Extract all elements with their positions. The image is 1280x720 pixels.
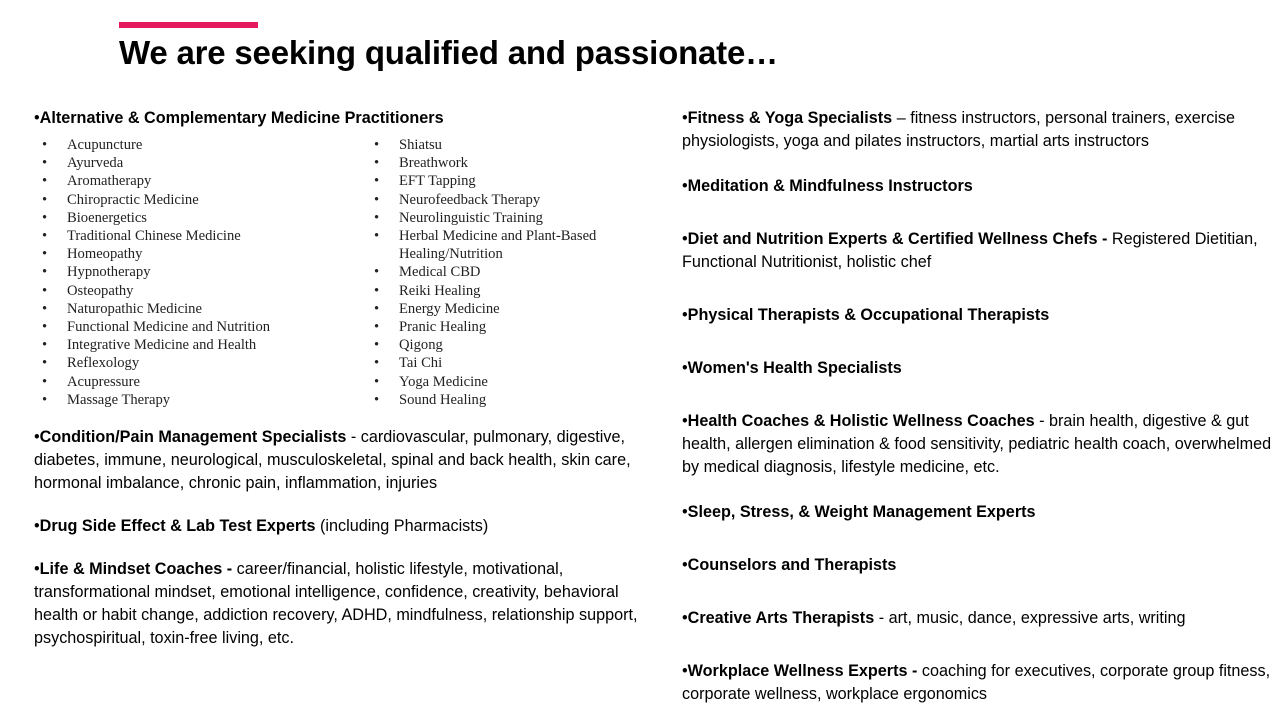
modality-item: • Traditional Chinese Medicine <box>42 227 374 245</box>
item-desc: (including Pharmacists) <box>315 517 489 536</box>
modality-item: • Qigong <box>374 336 614 354</box>
modality-item: • Massage Therapy <box>42 391 374 409</box>
modality-item: • Shiatsu <box>374 136 614 154</box>
alt-med-heading: •Alternative & Complementary Medicine Practitioners <box>34 109 444 127</box>
item-desc: - brain health, digestive & gut health, allergen elimination & food sensitivity, pediatric health coach, overwhelmed by medical diagnosis, lifestyle medicine, etc. <box>682 412 1272 476</box>
modality-item: • Bioenergetics <box>42 209 374 227</box>
item-desc: Registered Dietitian, Functional Nutritionist, holistic chef <box>682 230 1258 271</box>
modalities-list-a <box>42 136 374 409</box>
item-desc: – fitness instructors, personal trainers, exercise physiologists, yoga and pilates instructors, martial arts instructors <box>682 109 1235 150</box>
item-heading: Counselors and Therapists <box>687 556 897 574</box>
item-heading: Creative Arts Therapists <box>687 609 875 627</box>
modality-item: • Ayurveda <box>42 154 374 172</box>
sleep-stress-item: •Sleep, Stress, & Weight Management Experts <box>682 503 1036 521</box>
modality-item: • Tai Chi <box>374 354 614 372</box>
modality-item: • Chiropractic Medicine <box>42 191 374 209</box>
modality-item: • Sound Healing <box>374 391 614 409</box>
modalities-list-b <box>374 136 614 409</box>
creative-arts-item: •Creative Arts Therapists - art, music, dance, expressive arts, writing <box>682 609 1186 627</box>
condition-pain-item: •Condition/Pain Management Specialists - cardiovascular, pulmonary, digestive, diabetes, immune, neurological, musculoskeletal, spinal and back health, skin care, hormonal imbalance, chronic pain, inflammation, injuries <box>34 428 631 493</box>
physical-therapists-item: •Physical Therapists & Occupational Therapists <box>682 306 1050 324</box>
modality-item: • Reiki Healing <box>374 282 614 300</box>
modality-item: • Pranic Healing <box>374 318 614 336</box>
right-column <box>682 107 1272 706</box>
womens-health-item: •Women's Health Specialists <box>682 359 902 377</box>
workplace-wellness-item: •Workplace Wellness Experts - coaching for executives, corporate group fitness, corporate wellness, workplace ergonomics <box>682 662 1271 703</box>
modality-item: • Osteopathy <box>42 282 374 300</box>
diet-nutrition-item: •Diet and Nutrition Experts & Certified Wellness Chefs - Registered Dietitian, Functional Nutritionist, holistic chef <box>682 230 1258 271</box>
left-column <box>34 107 649 650</box>
item-desc: career/financial, holistic lifestyle, motivational, transformational mindset, emotional intelligence, confidence, creativity, behavioral health or habit change, addiction recovery, ADHD, mindfulness, relationship support, psychospiritual, toxin-free living, etc. <box>34 560 638 648</box>
item-heading: Diet and Nutrition Experts & Certified Wellness Chefs - <box>687 230 1108 248</box>
health-coaches-item: •Health Coaches & Holistic Wellness Coaches - brain health, digestive & gut health, allergen elimination & food sensitivity, pediatric health coach, overwhelmed by medical diagnosis, lifestyle medicine, etc. <box>682 412 1272 476</box>
counselors-item: •Counselors and Therapists <box>682 556 897 574</box>
modality-item: • Medical CBD <box>374 263 614 281</box>
modality-item: • Aromatherapy <box>42 172 374 190</box>
item-desc: - art, music, dance, expressive arts, writing <box>874 609 1186 627</box>
modality-item: • EFT Tapping <box>374 172 614 190</box>
life-mindset-item: •Life & Mindset Coaches - career/financial, holistic lifestyle, motivational, transformational mindset, emotional intelligence, confidence, creativity, behavioral health or habit change, addiction recovery, ADHD, mindfulness, relationship support, psychospiritual, toxin-free living, etc. <box>34 560 638 648</box>
accent-bar <box>119 22 258 28</box>
modality-item: • Yoga Medicine <box>374 373 614 391</box>
modalities-lists <box>42 136 649 409</box>
modality-item: • Reflexology <box>42 354 374 372</box>
page-title: We are seeking qualified and passionate… <box>119 34 778 71</box>
item-heading: Women's Health Specialists <box>687 359 902 377</box>
modality-item: • Integrative Medicine and Health <box>42 336 374 354</box>
modality-item: • Homeopathy <box>42 245 374 263</box>
item-heading: Physical Therapists & Occupational Therapists <box>687 306 1050 324</box>
fitness-yoga-item: •Fitness & Yoga Specialists – fitness instructors, personal trainers, exercise physiologists, yoga and pilates instructors, martial arts instructors <box>682 109 1235 150</box>
item-heading: Drug Side Effect & Lab Test Experts <box>39 517 316 536</box>
modality-item: • Neurolinguistic Training <box>374 209 614 227</box>
item-heading: Health Coaches & Holistic Wellness Coaches <box>687 412 1035 430</box>
item-heading: Workplace Wellness Experts - <box>687 662 918 680</box>
item-heading: Life & Mindset Coaches - <box>39 560 233 579</box>
item-heading: Condition/Pain Management Specialists <box>39 428 347 447</box>
modality-item: • Naturopathic Medicine <box>42 300 374 318</box>
modality-item: • Breathwork <box>374 154 614 172</box>
modality-item: • Acupressure <box>42 373 374 391</box>
modality-item: • Acupuncture <box>42 136 374 154</box>
modality-item: • Functional Medicine and Nutrition <box>42 318 374 336</box>
modality-item: • Hypnotherapy <box>42 263 374 281</box>
item-desc: - cardiovascular, pulmonary, digestive, diabetes, immune, neurological, musculoskeletal, spinal and back health, skin care, hormonal imbalance, chronic pain, inflammation, injuries <box>34 428 631 493</box>
modality-item: • Neurofeedback Therapy <box>374 191 614 209</box>
modality-item: • Energy Medicine <box>374 300 614 318</box>
modality-item: • Herbal Medicine and Plant-Based Healing/Nutrition <box>374 227 614 263</box>
item-desc: coaching for executives, corporate group fitness, corporate wellness, workplace ergonomics <box>682 662 1271 703</box>
meditation-item: •Meditation & Mindfulness Instructors <box>682 177 973 195</box>
item-heading: Meditation & Mindfulness Instructors <box>687 177 973 195</box>
alt-med-heading-text: Alternative & Complementary Medicine Practitioners <box>39 109 444 127</box>
item-heading: Fitness & Yoga Specialists <box>687 109 893 127</box>
drug-side-effect-item: •Drug Side Effect & Lab Test Experts (including Pharmacists) <box>34 517 489 536</box>
item-heading: Sleep, Stress, & Weight Management Experts <box>687 503 1036 521</box>
